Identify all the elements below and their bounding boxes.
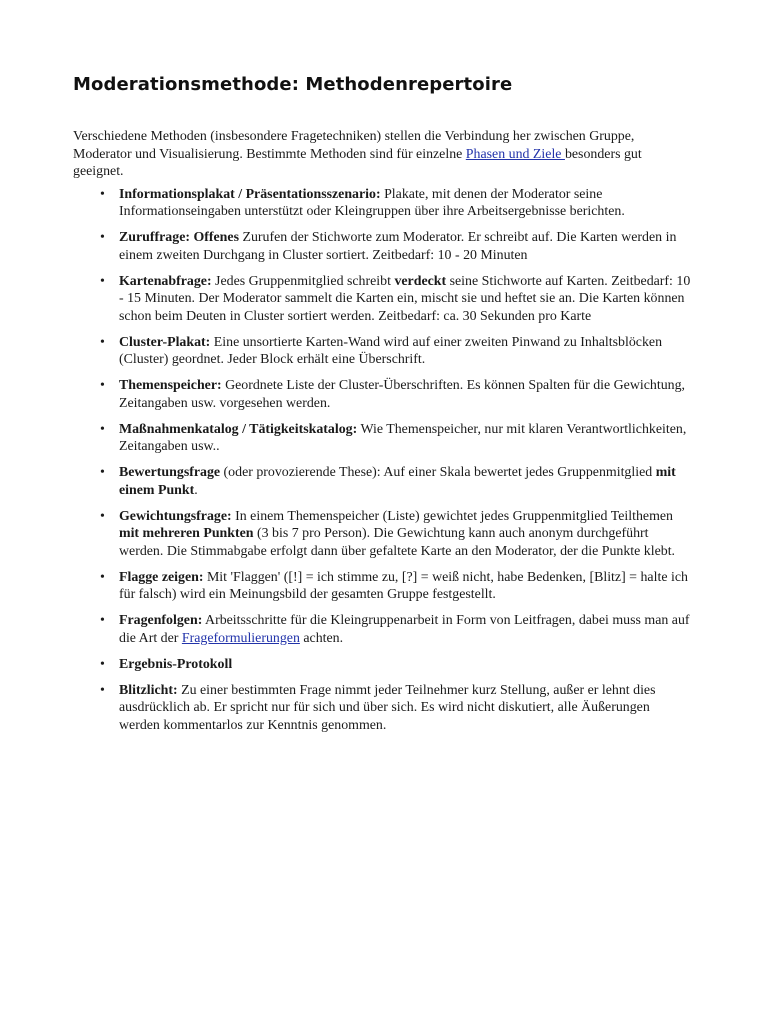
bullet-icon: •	[100, 613, 105, 628]
method-description: Zu einer bestimmten Frage nimmt jeder Teilnehmer kurz Stellung, außer er lehnt dies ausdrücklich ab. Er spricht nur für sich und über sich. Es wird nicht diskutiert, alle Äußerungen werden kommentarlos zur Kenntnis genommen.	[119, 682, 656, 733]
intro-text: Verschiedene Methoden (insbesondere Fragetechniken) stellen die Verbindung her zwischen Gruppe, Moderator und Visualisierung. Bestimmte Methoden sind für einzelne	[73, 129, 635, 162]
method-list-item	[73, 229, 693, 264]
bullet-icon: •	[100, 230, 105, 245]
method-description: .	[194, 482, 198, 498]
intro-paragraph	[73, 128, 693, 181]
method-list	[73, 186, 693, 735]
method-list-item	[73, 569, 693, 604]
method-description: (3 bis 7 pro Person). Die Gewichtung kann auch anonym durchgeführt werden. Die Stimmabgabe erfolgt dann über gefaltete Karte an den Moderator, der die Punkte klebt.	[119, 526, 676, 559]
intro-tail: besonders gut geeignet.	[73, 146, 642, 179]
method-list-item	[73, 464, 693, 499]
method-description: Mit 'Flaggen' ([!] = ich stimme zu, [?] = weiß nicht, habe Bedenken, [Blitz] = halte ich für falsch) wird ein Meinungsbild der gesamten Gruppe festgestellt.	[119, 569, 688, 602]
bullet-icon: •	[100, 273, 105, 289]
method-term: mit mehreren Punkten	[119, 526, 254, 541]
method-term: Gewichtungsfrage:	[119, 508, 232, 524]
bullet-icon: •	[100, 378, 105, 393]
method-term: Ergebnis-Protokoll	[119, 656, 233, 672]
phasen-und-ziele-link[interactable]: Phasen und Ziele	[465, 146, 565, 162]
page-title: Moderationsmethode: Methodenrepertoire	[73, 74, 513, 95]
method-description: (oder provozierende These): Auf einer Skala bewertet jedes Gruppenmitglied	[220, 465, 656, 480]
bullet-icon: •	[100, 186, 105, 202]
bullet-icon: •	[100, 656, 105, 672]
method-term: Zuruffrage: Offenes	[119, 230, 239, 245]
method-description: Eine unsortierte Karten-Wand wird auf einer zweiten Pinwand zu Inhaltsblöcken (Cluster) geordnet. Jeder Block erhält eine Überschrift.	[119, 334, 663, 367]
method-description: In einem Themenspeicher (Liste) gewichtet jedes Gruppenmitglied Teilthemen	[231, 508, 673, 524]
method-description: seine Stichworte auf Karten. Zeitbedarf: 10 - 15 Minuten. Der Moderator sammelt die Karten ein, mischt sie und heftet sie an. Die Karten können schon beim Deuten in Cluster sortiert werden. Zeitbedarf: ca. 30 Sekunden pro Karte	[119, 273, 691, 324]
method-list-item	[73, 682, 693, 735]
method-list-item	[73, 508, 693, 561]
method-description: Plakate, mit denen der Moderator seine Informationseingaben unterstützt oder Kleingruppen über ihre Arbeitsergebnisse berichten.	[119, 186, 625, 219]
bullet-icon: •	[100, 421, 105, 437]
method-term: verdeckt	[394, 273, 447, 289]
method-term: mit einem Punkt	[119, 465, 676, 498]
method-term: Cluster-Plakat:	[119, 334, 211, 350]
document-body	[73, 128, 693, 743]
method-description: Jedes Gruppenmitglied schreibt	[211, 273, 395, 289]
method-term: Bewertungsfrage	[119, 465, 221, 480]
method-list-item	[73, 273, 693, 326]
method-term: Themenspeicher:	[119, 378, 222, 393]
method-term: Blitzlicht:	[119, 682, 178, 698]
bullet-icon: •	[100, 508, 105, 524]
method-list-item	[73, 656, 693, 674]
method-description: Arbeitsschritte für die Kleingruppenarbeit in Form von Leitfragen, dabei muss man auf die Art der	[119, 613, 690, 646]
method-term: Fragenfolgen:	[119, 613, 203, 628]
method-description: Geordnete Liste der Cluster-Überschriften. Es können Spalten für die Gewichtung, Zeitangaben usw. vorgesehen werden.	[119, 378, 686, 411]
method-list-item	[73, 186, 693, 221]
method-term: Flagge zeigen:	[119, 569, 204, 585]
method-list-item	[73, 334, 693, 369]
method-term: Maßnahmenkatalog / Tätigkeitskatalog:	[119, 421, 358, 437]
method-term: Kartenabfrage:	[119, 273, 212, 289]
bullet-icon: •	[100, 682, 105, 698]
bullet-icon: •	[100, 569, 105, 585]
method-list-item	[73, 612, 693, 647]
method-term: Informationsplakat / Präsentationsszenario:	[119, 186, 381, 202]
method-list-item	[73, 421, 693, 456]
method-description: achten.	[299, 630, 344, 646]
method-description: Wie Themenspeicher, nur mit klaren Verantwortlichkeiten, Zeitangaben usw..	[119, 421, 687, 454]
frageformulierungen-link[interactable]: Frageformulierungen	[181, 630, 300, 646]
bullet-icon: •	[100, 465, 105, 480]
method-description: Zurufen der Stichworte zum Moderator. Er schreibt auf. Die Karten werden in einem zweiten Durchgang in Cluster sortiert. Zeitbedarf: 10 - 20 Minuten	[119, 230, 677, 263]
method-list-item	[73, 377, 693, 412]
bullet-icon: •	[100, 334, 105, 350]
